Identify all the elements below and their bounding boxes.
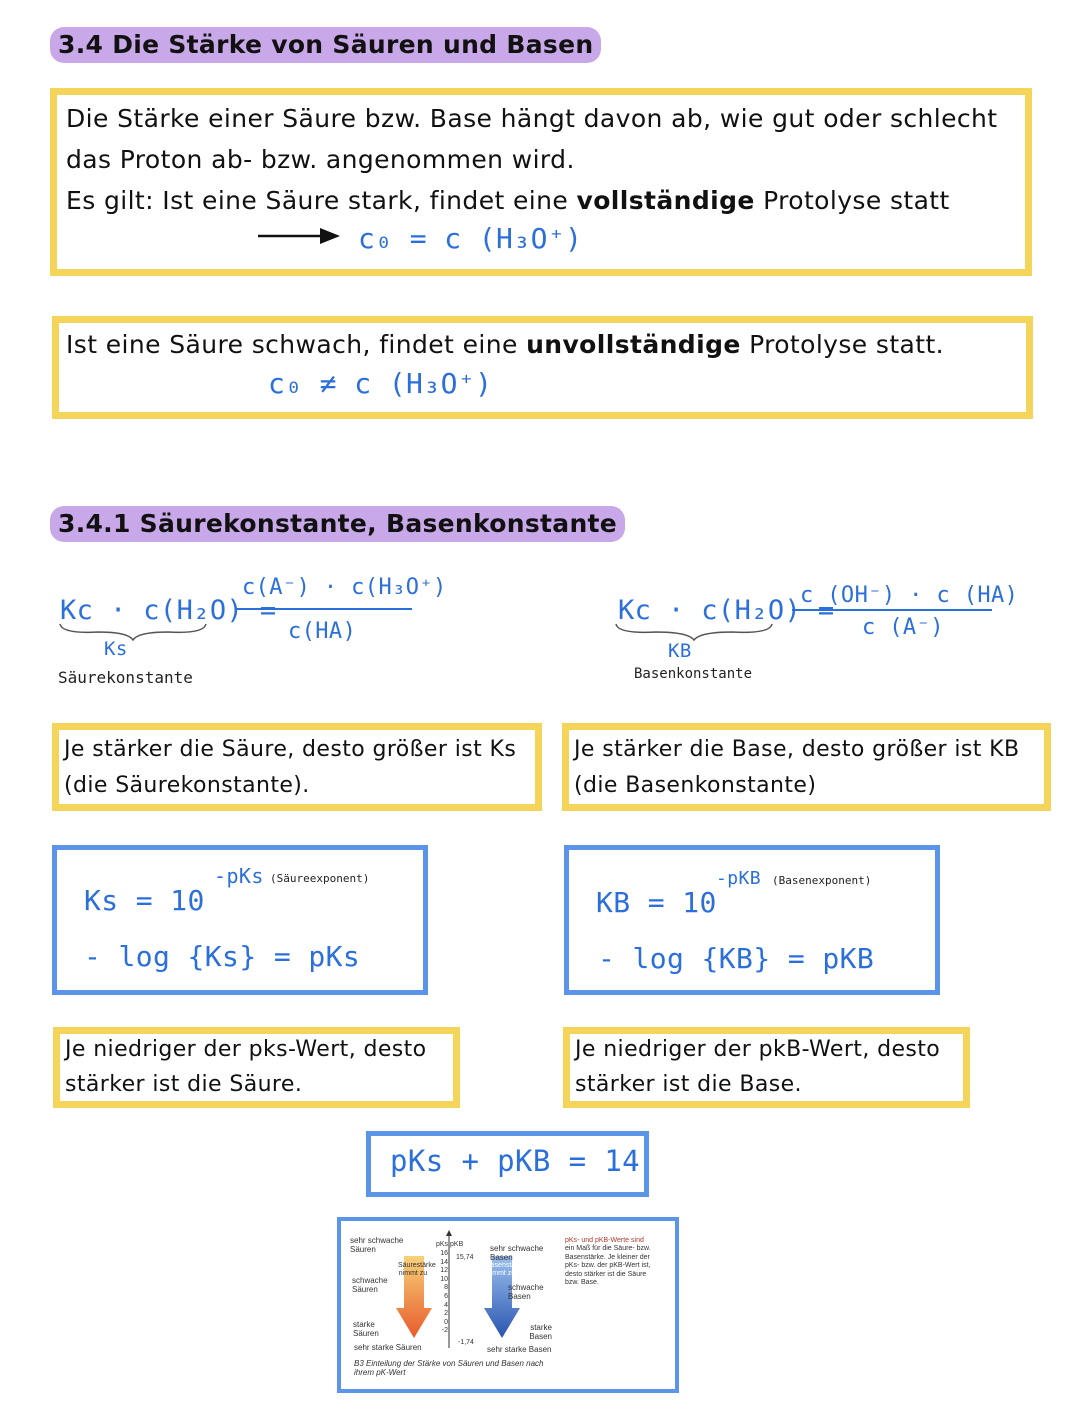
acid-fraction-line: [236, 608, 412, 610]
weak-acid-text: Ist eine Säure schwach, findet eine unvollständige Protolyse statt.: [66, 330, 945, 359]
tick-10: 10: [440, 1275, 448, 1283]
fig-acid-arrow-label: Säurestärke nimmt zu: [398, 1262, 436, 1277]
base-constant-lhs: Kc · c(H₂O) =: [618, 595, 835, 626]
weak-acid-formula: c₀ ≠ c (H₃O⁺): [268, 367, 493, 400]
tick-12: 12: [440, 1267, 448, 1275]
fig-val-bottom: -1,74: [458, 1339, 474, 1346]
acid-strength-line1: Je stärker die Säure, desto größer ist Ks: [64, 737, 517, 762]
tick-minus-2: -2: [441, 1327, 448, 1335]
fig-side-text: ein Maß für die Säure- bzw. Basenstärke. Je kleiner der pKs- bzw. der pKB-Wert ist, desto stärker ist die Säure bzw. Base.: [565, 1245, 651, 1286]
acid-constant-symbol: Ks: [104, 638, 128, 660]
base-constant-symbol: KB: [668, 640, 692, 662]
base-rule-line2: stärker ist die Base.: [575, 1072, 802, 1097]
tick-8: 8: [444, 1284, 448, 1292]
acid-exponent-def: Ks = 10: [84, 884, 205, 917]
strong-acid-text: Es gilt: Ist eine Säure stark, findet eine vollständige Protolyse statt: [66, 186, 950, 215]
section-heading-3-4: 3.4 Die Stärke von Säuren und Basen: [50, 27, 601, 63]
tick-6: 6: [444, 1292, 448, 1300]
base-log-line: - log {KB} = pKB: [598, 942, 875, 975]
acid-constant-label: Säurekonstante: [58, 668, 193, 687]
section-heading-3-4-1: 3.4.1 Säurekonstante, Basenkonstante: [50, 506, 625, 542]
acid-brace: [58, 622, 208, 642]
acid-constant-denominator: c(HA): [288, 619, 357, 644]
tick-16: 16: [440, 1250, 448, 1257]
acid-exponent-note: (Säureexponent): [270, 872, 370, 885]
tick-4: 4: [444, 1301, 448, 1309]
fig-left-low: starke Säuren: [353, 1320, 379, 1338]
base-brace: [614, 622, 774, 642]
fig-side-title: pKs- und pKB-Werte sind: [565, 1237, 644, 1244]
base-exponent-note: (Basenexponent): [772, 874, 872, 887]
acid-log-line: - log {Ks} = pKs: [84, 940, 361, 973]
fig-right-top: sehr schwache Basen: [490, 1244, 544, 1262]
arrow-right-icon: [258, 226, 342, 246]
tick-0: 0: [444, 1318, 448, 1326]
fig-left-bottom: sehr starke Säuren: [354, 1343, 422, 1352]
fig-base-arrow-label: Basenstärke nimmt zu: [486, 1262, 525, 1277]
fig-caption: B3 Einteilung der Stärke von Säuren und Basen nach ihrem pK-Wert: [354, 1359, 544, 1377]
tick-14: 14: [440, 1258, 448, 1266]
base-exponent-def: KB = 10: [596, 886, 717, 919]
acid-exponent-power: -pKs: [214, 864, 264, 888]
fig-right-mid: schwache Basen: [508, 1283, 544, 1301]
pk-sum-formula: pKs + pKB = 14: [390, 1144, 641, 1178]
base-strength-line2: (die Basenkonstante): [574, 773, 817, 798]
base-strength-line1: Je stärker die Base, desto größer ist KB: [574, 737, 1020, 762]
strength-text-line1: Die Stärke einer Säure bzw. Base hängt davon ab, wie gut oder schlecht: [66, 104, 998, 133]
acid-rule-line2: stärker ist die Säure.: [65, 1072, 303, 1097]
fig-right-bottom: sehr starke Basen: [487, 1345, 552, 1354]
strong-acid-formula: c₀ = c (H₃O⁺): [358, 222, 583, 255]
fig-right-low: starke Basen: [529, 1323, 552, 1341]
fig-axis-labels: pKs pKB: [436, 1241, 464, 1248]
base-constant-label: Basenkonstante: [634, 666, 753, 682]
fig-val-top: 15,74: [456, 1254, 474, 1261]
tick-2: 2: [444, 1310, 448, 1318]
acid-rule-line1: Je niedriger der pks-Wert, desto: [65, 1037, 427, 1062]
base-exponent-power: -pKB: [716, 868, 761, 889]
strength-text-line2: das Proton ab- bzw. angenommen wird.: [66, 145, 575, 174]
acid-constant-numerator: c(A⁻) · c(H₃O⁺): [242, 575, 447, 600]
fig-left-mid: schwache Säuren: [352, 1276, 388, 1294]
base-constant-numerator: c (OH⁻) · c (HA): [800, 583, 1019, 608]
base-rule-line1: Je niedriger der pkB-Wert, desto: [575, 1037, 941, 1062]
acid-strength-line2: (die Säurekonstante).: [64, 773, 310, 798]
base-constant-denominator: c (A⁻): [862, 615, 944, 640]
fig-axis-ticks: [436, 1250, 448, 1336]
acid-constant-lhs: Kc · c(H₂O) =: [60, 595, 277, 626]
fig-left-top: sehr schwache Säuren: [350, 1236, 404, 1254]
